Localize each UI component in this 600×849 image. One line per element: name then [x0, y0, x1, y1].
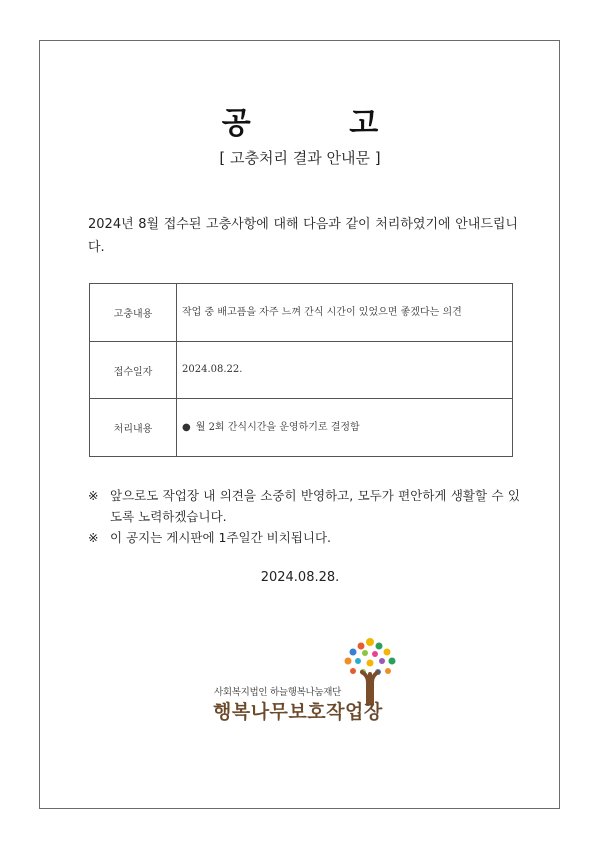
table-row [90, 284, 513, 342]
notice-title: 공 고 [221, 106, 423, 141]
reference-mark-icon: ※ [88, 530, 99, 545]
table-row [90, 399, 513, 457]
row-value: 작업 중 배고픔을 자주 느껴 간식 시간이 있었으면 좋겠다는 의견 [177, 284, 513, 342]
row-label: 접수일자 [90, 342, 177, 399]
organization-name: 행복나무보호작업장 [213, 701, 383, 723]
notes-section [88, 485, 520, 548]
intro-paragraph: 2024년 8월 접수된 고충사항에 대해 다음과 같이 처리하였기에 안내드립니다. [88, 217, 518, 255]
notice-subtitle: [ 고충처리 결과 안내문 ] [219, 149, 381, 167]
table-row [90, 342, 513, 399]
row-label: 고충내용 [90, 284, 177, 342]
row-label: 처리내용 [90, 399, 177, 457]
row-value [177, 399, 513, 457]
notice-date: 2024.08.28. [260, 570, 340, 585]
tree-logo-icon [334, 634, 406, 706]
foundation-name: 사회복지법인 하늘행복나눔재단 [214, 687, 341, 698]
note-item [88, 527, 520, 548]
note-text: 앞으로도 작업장 내 의견을 소중히 반영하고, 모두가 편안하게 생활할 수 있도록 노력하겠습니다. [110, 488, 520, 524]
reference-mark-icon: ※ [88, 488, 99, 503]
note-item [88, 485, 520, 527]
note-text: 이 공지는 게시판에 1주일간 비치됩니다. [110, 530, 332, 545]
row-value: 2024.08.22. [177, 342, 513, 399]
complaint-table [89, 283, 513, 457]
bullet-text: 월 2회 간식시간을 운영하기로 결정함 [195, 421, 360, 433]
bullet-icon: ● [182, 421, 191, 433]
